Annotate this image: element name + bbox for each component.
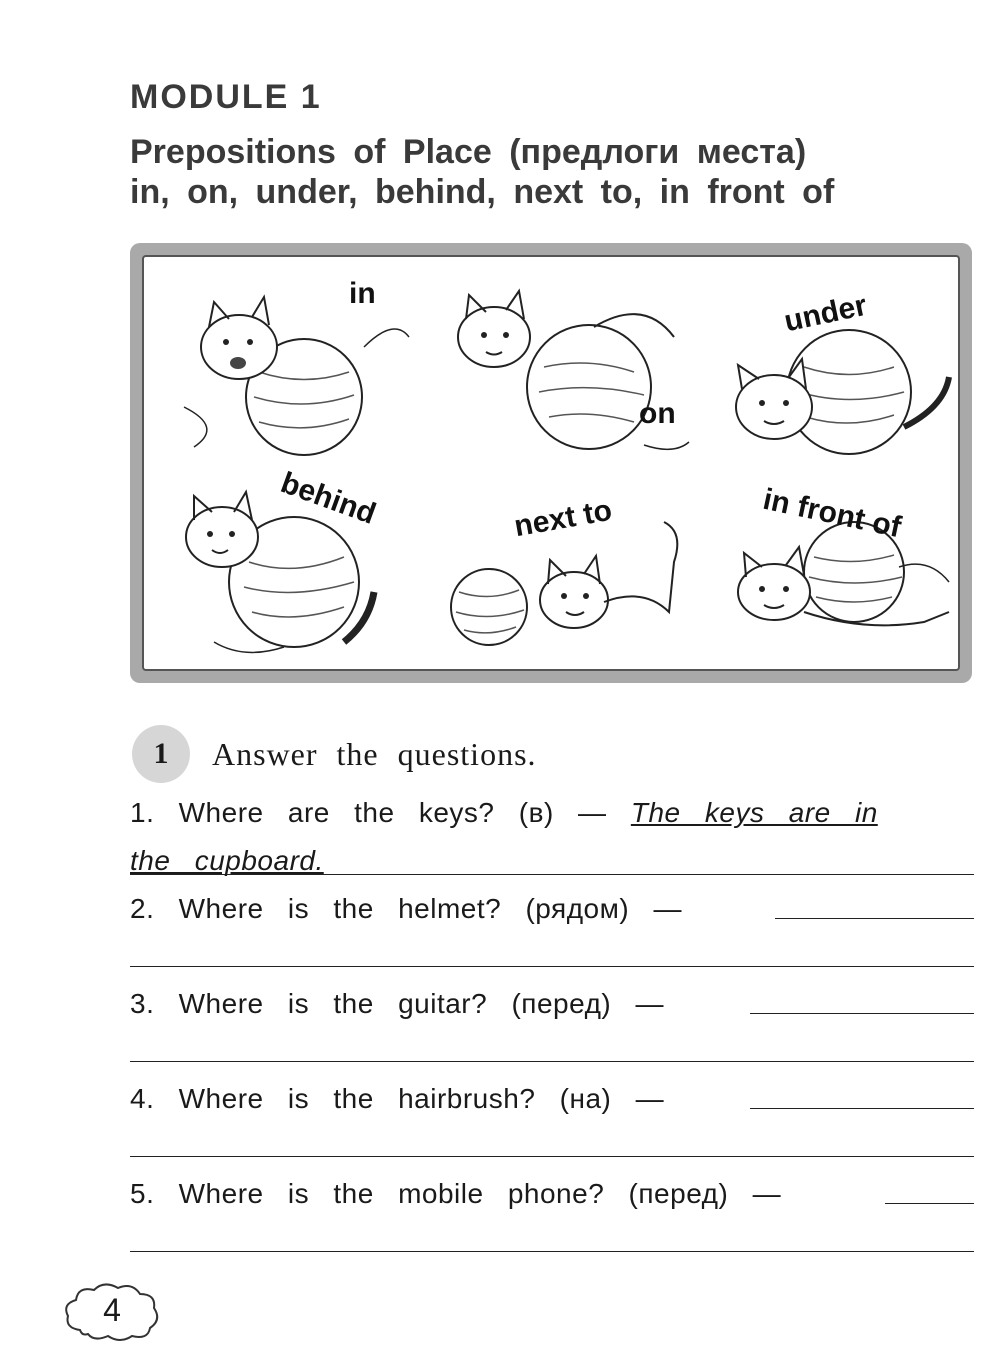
question-2 [130, 893, 974, 925]
module-title: MODULE 1 [130, 78, 322, 116]
cat-in-yarn-ball-image [164, 277, 414, 467]
question-5-answer-line[interactable] [130, 1251, 974, 1252]
question-3 [130, 988, 974, 1020]
question-2-answer-line[interactable] [130, 966, 974, 967]
exercise-instruction: Answer the questions. [212, 735, 537, 772]
label-in-front-of: in front of [760, 482, 904, 545]
question-1-answer-line [130, 845, 974, 877]
question-3-text: 3. Where is the guitar? (перед) — [130, 988, 665, 1019]
cat-behind-yarn-ball-image [164, 482, 414, 672]
question-5-answer-blank[interactable] [885, 1203, 974, 1204]
exercise-number-badge: 1 [132, 725, 190, 783]
question-1-answer: The keys are in [630, 797, 878, 828]
label-behind: behind [276, 466, 381, 531]
question-1-text: 1. Where are the keys? (в) — [130, 797, 607, 828]
question-5 [130, 1178, 974, 1210]
question-3-answer-blank[interactable] [750, 1013, 974, 1014]
illustration-frame [130, 243, 972, 683]
page-number: 4 [103, 1292, 121, 1328]
question-1-answer-continued: the cupboard. [130, 845, 324, 876]
illustration-panel [142, 255, 960, 671]
page-number-cloud [60, 1280, 164, 1344]
page-title: Prepositions of Place (предлоги места) [130, 133, 807, 171]
question-3-answer-line[interactable] [130, 1061, 974, 1062]
question-4 [130, 1083, 974, 1115]
label-on: on [639, 397, 676, 430]
label-in: in [349, 277, 376, 310]
cat-on-yarn-ball-image [444, 277, 694, 467]
question-4-answer-blank[interactable] [750, 1108, 974, 1109]
label-under: under [781, 288, 870, 339]
question-5-text: 5. Where is the mobile phone? (перед) — [130, 1178, 782, 1209]
label-next-to: next to [511, 493, 615, 544]
answer-line [130, 874, 974, 875]
question-4-text: 4. Where is the hairbrush? (на) — [130, 1083, 665, 1114]
question-4-answer-line[interactable] [130, 1156, 974, 1157]
question-1 [130, 797, 974, 829]
question-2-answer-blank[interactable] [775, 918, 974, 919]
prepositions-list: in, on, under, behind, next to, in front of [130, 173, 835, 211]
question-2-text: 2. Where is the helmet? (рядом) — [130, 893, 682, 924]
exercise-heading [132, 725, 537, 783]
